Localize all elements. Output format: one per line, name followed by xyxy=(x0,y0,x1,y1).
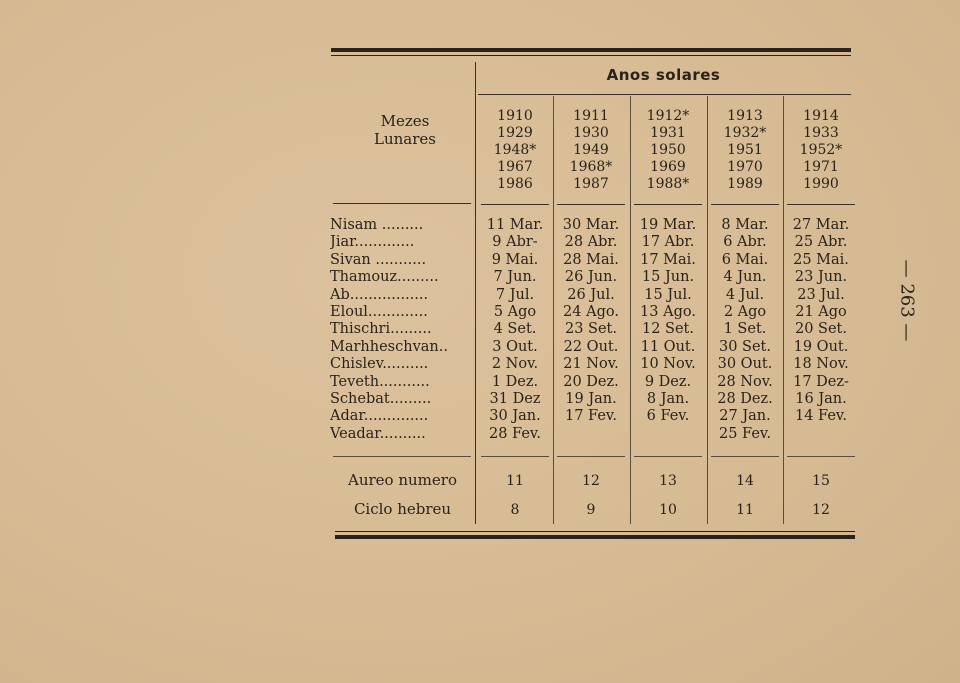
year-column xyxy=(707,108,783,193)
year: 1990 xyxy=(803,176,839,192)
date-cell: 5 Ago xyxy=(493,304,537,320)
date-cell: 23 Jun. xyxy=(794,269,848,286)
year-column xyxy=(553,108,629,193)
year: 1912* xyxy=(646,108,690,124)
year: 1913 xyxy=(727,108,763,124)
row-header-line: Mezes xyxy=(380,112,430,130)
title-underline xyxy=(478,94,851,95)
date-cell: 17 Fev. xyxy=(565,408,617,425)
month-label: Schebat......... xyxy=(330,391,432,407)
header-rule xyxy=(711,204,779,205)
date-cell: 4 Jun. xyxy=(723,269,767,286)
year: 1951 xyxy=(727,142,763,158)
date-cell: 8 Mar. xyxy=(721,217,769,233)
date-cell: 31 Dez xyxy=(489,391,541,407)
year-column xyxy=(630,108,706,193)
year-column xyxy=(477,108,553,193)
date-cell: 30 Mar. xyxy=(562,217,620,233)
date-cell: 28 Fev. xyxy=(489,425,541,442)
date-cell: 8 Jan. xyxy=(646,391,690,407)
date-cell: 20 Set. xyxy=(794,321,847,338)
year: 1971 xyxy=(803,159,839,175)
date-cell: 6 Mai. xyxy=(721,251,769,268)
footer-value: 15 xyxy=(812,473,830,489)
top-rule-thin xyxy=(331,55,851,56)
year: 1952* xyxy=(799,142,843,158)
date-cell: 28 Abr. xyxy=(564,234,618,251)
header-rule xyxy=(634,456,702,457)
row-header-line: Lunares xyxy=(374,130,436,148)
date-cell: 11 Mar. xyxy=(486,217,544,233)
date-cell: 23 Set. xyxy=(564,321,617,338)
footer-value: 12 xyxy=(812,502,830,518)
date-cell: 2 Nov. xyxy=(491,356,539,373)
date-cell: 15 Jun. xyxy=(641,269,695,286)
year: 1950 xyxy=(650,142,686,158)
year: 1967 xyxy=(497,159,533,175)
date-cell: 1 Set. xyxy=(723,321,767,338)
date-cell: 4 Set. xyxy=(493,321,537,338)
date-cell: 30 Jan. xyxy=(489,408,541,425)
header-rule xyxy=(333,203,471,204)
date-cell: 9 Dez. xyxy=(644,373,692,390)
footer-value: 10 xyxy=(659,502,677,518)
date-cell: 23 Jul. xyxy=(797,286,845,303)
date-cell: 20 Dez. xyxy=(563,373,619,390)
year-column xyxy=(783,108,859,193)
year: 1970 xyxy=(727,159,763,175)
year: 1969 xyxy=(650,159,686,175)
month-label: Adar.............. xyxy=(330,408,429,425)
month-label: Thamouz......... xyxy=(330,269,439,286)
header-rule xyxy=(481,204,549,205)
year: 1910 xyxy=(497,108,533,124)
date-cell: 16 Jan. xyxy=(795,391,847,407)
date-cell: 9 Abr- xyxy=(492,234,538,251)
year: 1948* xyxy=(493,142,537,158)
year: 1949 xyxy=(573,142,609,158)
date-cell: 10 Nov. xyxy=(640,356,696,373)
date-cell: 21 Ago xyxy=(795,304,847,320)
header-rule xyxy=(787,456,855,457)
year: 1911 xyxy=(573,108,609,124)
date-cell: 19 Mar. xyxy=(639,217,697,233)
footer-label: Ciclo hebreu xyxy=(353,500,452,518)
row-header xyxy=(335,112,475,148)
date-cell: 6 Abr. xyxy=(723,234,767,251)
date-cell: 18 Nov. xyxy=(793,356,849,373)
year: 1989 xyxy=(727,176,763,192)
year: 1932* xyxy=(723,125,767,141)
header-rule xyxy=(634,204,702,205)
footer-value: 9 xyxy=(586,502,596,518)
month-label: Ab................. xyxy=(330,286,429,303)
header-rule xyxy=(333,456,471,457)
date-cell: 25 Mai. xyxy=(793,251,849,268)
date-cell: 21 Nov. xyxy=(563,356,619,373)
month-label: Sivan ........... xyxy=(330,251,427,268)
footer-value: 14 xyxy=(736,473,754,489)
date-cell: 27 Jan. xyxy=(719,408,771,425)
date-cell: 28 Nov. xyxy=(717,373,773,390)
month-label: Jiar............. xyxy=(330,234,415,251)
date-cell: 26 Jul. xyxy=(567,286,615,303)
date-cell: 14 Fev. xyxy=(795,408,847,425)
date-cell: 4 Jul. xyxy=(725,286,765,303)
date-cell: 7 Jul. xyxy=(495,286,535,303)
month-label: Marhheschvan.. xyxy=(330,338,448,355)
date-cell: 1 Dez. xyxy=(491,373,539,390)
top-rule xyxy=(331,48,851,52)
year: 1933 xyxy=(803,125,839,141)
date-cell: 17 Dez- xyxy=(793,373,849,390)
month-label: Veadar.......... xyxy=(330,425,426,442)
date-cell: 9 Mai. xyxy=(491,251,539,268)
year: 1929 xyxy=(497,125,533,141)
page-number: — 263 — xyxy=(896,259,918,342)
date-cell: 25 Abr. xyxy=(794,234,848,251)
date-cell: 28 Mai. xyxy=(563,251,619,268)
header-rule xyxy=(557,456,625,457)
date-cell: 28 Dez. xyxy=(717,391,773,407)
date-cell: 19 Out. xyxy=(793,338,849,355)
year: 1988* xyxy=(646,176,690,192)
date-cell: 6 Fev. xyxy=(646,408,690,425)
footer-value: 8 xyxy=(510,502,520,518)
footer-value: 12 xyxy=(582,473,600,489)
date-cell: 7 Jun. xyxy=(493,269,537,286)
header-rule xyxy=(557,204,625,205)
header-rule xyxy=(481,456,549,457)
table-title: Anos solares xyxy=(606,66,721,84)
month-label: Teveth........... xyxy=(330,373,430,390)
date-cell: 11 Out. xyxy=(640,338,696,355)
date-cell: 24 Ago. xyxy=(563,304,619,320)
date-cell: 26 Jun. xyxy=(564,269,618,286)
header-rule xyxy=(787,204,855,205)
date-cell: 30 Out. xyxy=(717,356,773,373)
year: 1914 xyxy=(803,108,839,124)
date-cell: 15 Jul. xyxy=(644,286,692,303)
bottom-rule xyxy=(335,535,855,539)
column-divider xyxy=(475,62,476,524)
month-label: Chislev.......... xyxy=(330,356,429,373)
month-label: Eloul............. xyxy=(330,304,428,320)
year: 1987 xyxy=(573,176,609,192)
year: 1968* xyxy=(569,159,613,175)
date-cell: 2 Ago xyxy=(723,304,767,320)
footer-value: 11 xyxy=(736,502,754,518)
date-cell: 17 Mai. xyxy=(640,251,696,268)
bottom-rule-thin xyxy=(335,531,855,532)
date-cell: 27 Mar. xyxy=(792,217,850,233)
date-cell: 22 Out. xyxy=(563,338,619,355)
date-cell: 19 Jan. xyxy=(565,391,617,407)
year: 1930 xyxy=(573,125,609,141)
date-cell: 3 Out. xyxy=(492,338,538,355)
date-cell: 12 Set. xyxy=(641,321,694,338)
date-cell: 17 Abr. xyxy=(641,234,695,251)
year: 1986 xyxy=(497,176,533,192)
footer-value: 13 xyxy=(659,473,677,489)
year: 1931 xyxy=(650,125,686,141)
date-cell: 13 Ago. xyxy=(640,304,696,320)
footer-label: Aureo numero xyxy=(348,471,457,489)
month-label: Nisam ......... xyxy=(330,217,424,233)
date-cell: 25 Fev. xyxy=(719,425,771,442)
header-rule xyxy=(711,456,779,457)
month-label: Thischri......... xyxy=(330,321,432,338)
date-cell: 30 Set. xyxy=(718,338,771,355)
footer-value: 11 xyxy=(506,473,524,489)
